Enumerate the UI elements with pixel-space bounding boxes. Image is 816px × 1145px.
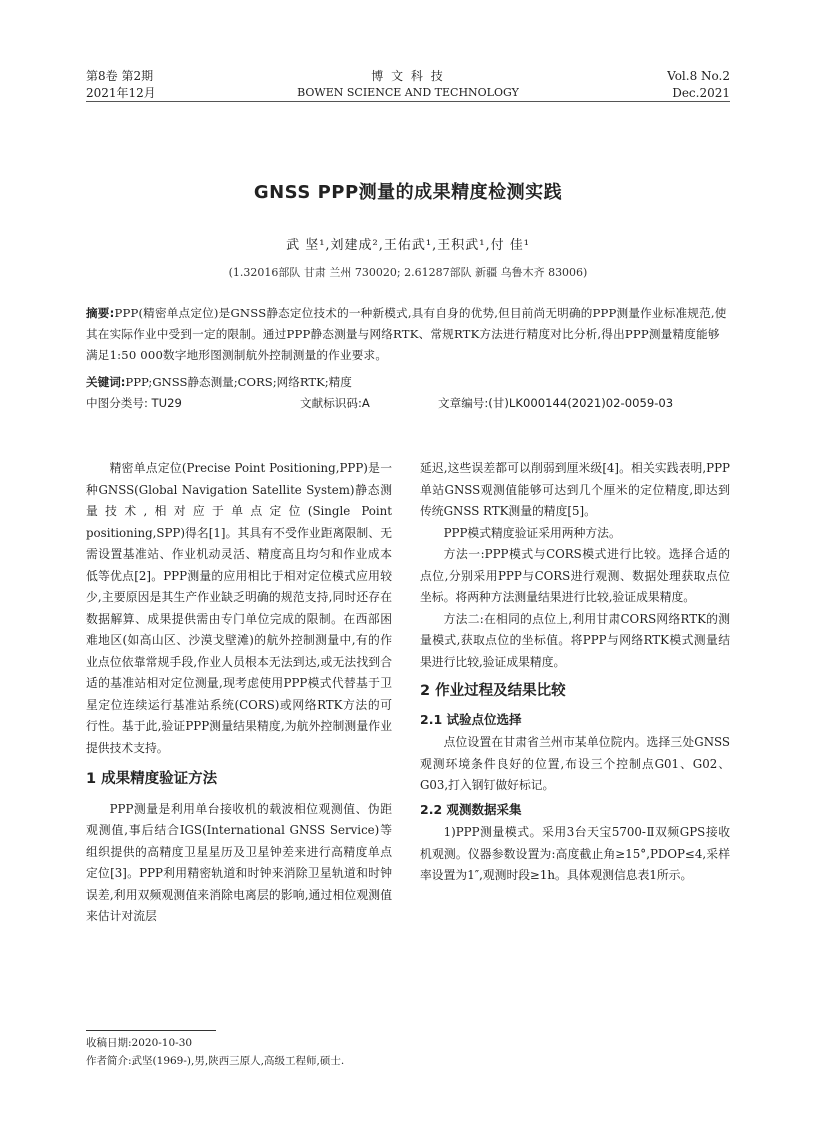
section-heading-2: 2 作业过程及结果比较 xyxy=(420,683,566,699)
footnote-rule xyxy=(86,1030,216,1031)
continued-paragraph: 延迟,这些误差都可以削弱到厘米级[4]。相关实践表明,PPP单站GNSS观测值能够可达到几个厘米的定位精度,即达到传统GNSS RTK测量的精度[5]。 xyxy=(420,461,730,518)
keywords-label: 关键词: xyxy=(86,375,126,389)
subsection-heading-2-1: 2.1 试验点位选择 xyxy=(420,711,522,727)
keywords-text: PPP;GNSS静态测量;CORS;网络RTK;精度 xyxy=(125,375,352,389)
paper-title: GNSS PPP测量的成果精度检测实践 xyxy=(253,182,563,203)
header-vol-en: Vol.8 No.2 xyxy=(667,69,730,83)
method-one: 方法一:PPP模式与CORS模式进行比较。选择合适的点位,分别采用PPP与CORS进行观测、数据处理获取点位坐标。将两种方法测量结果进行比较,验证成果精度。 xyxy=(420,547,730,604)
document-code: 文献标识码:A xyxy=(300,396,370,410)
site-selection-paragraph: 点位设置在甘肃省兰州市某单位院内。选择三处GNSS观测环境条件良好的位置,布设三个控制点G01、G02、G03,打入钢钉做好标记。 xyxy=(420,735,730,792)
section1-paragraph: PPP测量是利用单台接收机的载波相位观测值、伪距观测值,事后结合IGS(International GNSS Service)等组织提供的高精度卫星星历及卫星钟差来进行高精度单点定位[3]。PPP利用精密轨道和时钟来消除卫星轨道和时钟误差,利用双频观测值来消除电离层的影响,通过相位观测值来估计对流层 xyxy=(86,801,392,923)
journal-name-en: BOWEN SCIENCE AND TECHNOLOGY xyxy=(297,86,519,99)
section-heading-1: 1 成果精度验证方法 xyxy=(86,771,218,787)
method-two: 方法二:在相同的点位上,利用甘肃CORS网络RTK的测量模式,获取点位的坐标值。将PPP与网络RTK模式测量结果进行比较,验证成果精度。 xyxy=(420,611,730,669)
left-column xyxy=(86,458,392,928)
received-date: 收稿日期:2020-10-30 xyxy=(86,1037,193,1049)
header-date-cn: 2021年12月 xyxy=(86,86,156,100)
author-list: 武 坚¹,刘建成²,王佑武¹,王积武¹,付 佳¹ xyxy=(286,238,530,253)
subsection-heading-2-2: 2.2 观测数据采集 xyxy=(420,801,522,817)
author-bio: 作者简介:武坚(1969-),男,陕西三原人,高级工程师,硕士. xyxy=(86,1055,345,1067)
methods-intro: PPP模式精度验证采用两种方法。 xyxy=(443,525,621,540)
article-number: 文章编号:(甘)LK000144(2021)02-0059-03 xyxy=(438,396,674,410)
right-column xyxy=(420,458,730,887)
header-volume: 第8卷 第2期 xyxy=(86,69,154,83)
abstract-text: PPP(精密单点定位)是GNSS静态定位技术的一种新模式,具有自身的优势,但目前尚无明确的PPP测量作业标准规范,使其在实际作业中受到一定的限制。通过PPP静态测量与网络RTK、常规RTK方法进行精度对比分析,得出PPP测量精度能够满足1:50 000数字地形图测制航外控制测量的作业要求。 xyxy=(86,306,727,362)
journal-name-cn: 博 文 科 技 xyxy=(371,69,445,83)
header-rule xyxy=(86,101,730,102)
clc-number: 中图分类号: TU29 xyxy=(86,396,182,410)
affiliation: (1.32016部队 甘肃 兰州 730020; 2.61287部队 新疆 乌鲁木齐 83006) xyxy=(228,266,588,279)
keywords xyxy=(86,372,730,392)
intro-paragraph: 精密单点定位(Precise Point Positioning,PPP)是一种GNSS(Global Navigation Satellite System)静态测量技术,相对应于单点定位(Single Point positioning,SPP)得名[1]。其具有不受作业距离限制、无需设置基准站、作业机动灵活、精度高且均匀和作业成本低等优点[2]。PPP测量的应用相比于相对定位模式应用较少,主要原因是其生产作业缺乏明确的规范支持,同时还存在数据解算、成果提供需由专门单位完成的限制。在西部困难地区(如高山区、沙漠戈壁滩)的航外控制测量中,有的作业点位依靠常规手段,作业人员根本无法到达,或无法找到合适的基准站相对定位测量,现考虑使用PPP模式代替基于卫星定位连续运行基准站系统(CORS)或网络RTK方法的可行性。基于此,验证PPP测量结果精度,为航外控制测量作业提供技术支持。 xyxy=(86,461,392,755)
data-collection-paragraph: 1)PPP测量模式。采用3台天宝5700-Ⅱ双频GPS接收机观测。仪器参数设置为:高度截止角≥15°,PDOP≤4,采样率设置为1″,观测时段≥1h。具体观测信息表1所示。 xyxy=(420,825,730,882)
abstract-label: 摘要: xyxy=(86,306,115,320)
abstract xyxy=(86,303,730,366)
header-date-en: Dec.2021 xyxy=(672,86,730,100)
